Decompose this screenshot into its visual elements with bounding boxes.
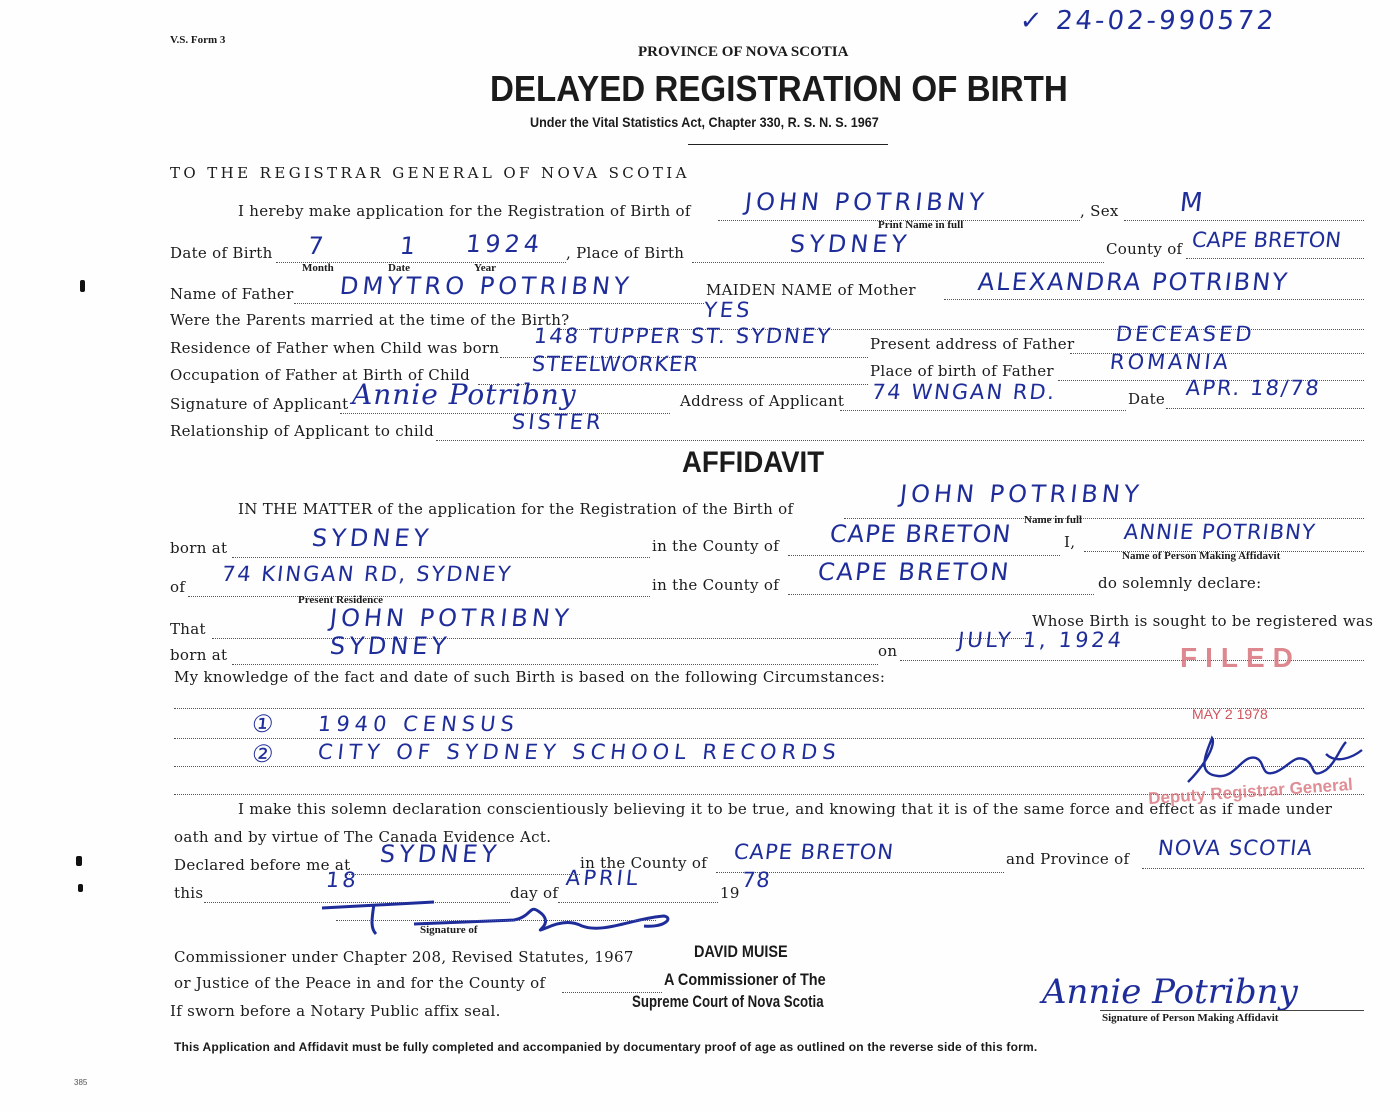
sex-label: , Sex: [1080, 202, 1119, 220]
province-heading: PROVINCE OF NOVA SCOTIA: [638, 44, 849, 60]
registrar-signature: [1176, 724, 1372, 794]
dob-day-field: 1: [398, 232, 421, 260]
county-label-1: in the County of: [652, 537, 780, 555]
binder-mark: [80, 280, 85, 292]
residence-field: 74 KINGAN RD, SYDNEY: [220, 562, 514, 586]
declared-at-field: SYDNEY: [378, 840, 502, 868]
affidavit-child-name: JOHN POTRIBNY: [898, 480, 1144, 508]
father-birthplace-field: ROMANIA: [1108, 350, 1233, 374]
present-address-label: Present address of Father: [870, 335, 1075, 353]
dob-month-field: 7: [306, 232, 329, 260]
born-at-label: born at: [170, 539, 228, 557]
footer-note: This Application and Affidavit must be fully completed and accompanied by documentary proof of age as outlined on the reverse side of this form.: [174, 1040, 1038, 1054]
child-name-field: JOHN POTRIBNY: [743, 188, 989, 216]
place-field: SYDNEY: [788, 230, 912, 258]
binder-mark: [76, 856, 82, 866]
day-of-label: day of: [510, 884, 559, 902]
declare-label: do solemnly declare:: [1098, 574, 1262, 592]
declared-county-field: CAPE BRETON: [732, 840, 896, 864]
applicant-signature-label: Signature of Applicant: [170, 395, 349, 413]
application-date-field: APR. 18/78: [1184, 376, 1323, 400]
applicant-address-label: Address of Applicant: [680, 392, 845, 410]
notary-line: If sworn before a Notary Public affix seal.: [170, 1002, 501, 1020]
occupation-field: STEELWORKER: [530, 352, 701, 376]
filed-stamp-date: MAY 2 1978: [1192, 706, 1268, 722]
this-label: this: [174, 884, 204, 902]
justice-line: or Justice of the Peace in and for the County of: [174, 974, 546, 992]
commissioner-line: Commissioner under Chapter 208, Revised Statutes, 1967: [174, 948, 634, 966]
declaration-line-2: oath and by virtue of The Canada Evidence Act.: [174, 828, 552, 846]
declarant-hint: Name of Person Making Affidavit: [1122, 550, 1281, 562]
date-hint: Date: [388, 262, 410, 274]
declared-label: Declared before me at: [174, 856, 351, 874]
day-field: 18: [324, 868, 360, 892]
father-birthplace-label: Place of birth of Father: [870, 362, 1054, 380]
declarant-field: ANNIE POTRIBNY: [1122, 520, 1317, 544]
form-number: V.S. Form 3: [170, 34, 226, 46]
mother-field: ALEXANDRA POTRIBNY: [976, 268, 1291, 296]
applicant-address-field: 74 WNGAN RD.: [870, 380, 1058, 404]
married-label: Were the Parents married at the time of the Birth?: [170, 311, 570, 329]
name-in-full-hint: Name in full: [1024, 514, 1083, 526]
year-suffix-field: 78: [740, 868, 772, 892]
matter-label: IN THE MATTER of the application for the Registration of the Birth of: [238, 500, 794, 518]
residence-label: Residence of Father when Child was born: [170, 339, 500, 357]
whose-birth-label: Whose Birth is sought to be registered was: [1032, 612, 1374, 630]
relationship-label: Relationship of Applicant to child: [170, 422, 435, 440]
commissioner-signature: [314, 894, 684, 944]
declared-province-field: NOVA SCOTIA: [1156, 836, 1315, 860]
county-label: County of: [1106, 240, 1183, 258]
occupation-label: Occupation of Father at Birth of Child: [170, 366, 471, 384]
that-name-field: JOHN POTRIBNY: [328, 604, 574, 632]
circumstance-1: 1940 CENSUS: [316, 712, 521, 736]
commissioner-title-stamp-2: Supreme Court of Nova Scotia: [632, 992, 824, 1011]
knowledge-label: My knowledge of the fact and date of such Birth is based on the following Circumstances:: [174, 668, 886, 686]
addressee-line: TO THE REGISTRAR GENERAL OF NOVA SCOTIA: [170, 164, 690, 182]
that-label: That: [170, 620, 206, 638]
intro-label: I hereby make application for the Registration of Birth of: [238, 202, 691, 220]
i-label: I,: [1064, 533, 1076, 551]
born-at-field: SYDNEY: [310, 524, 434, 552]
declarant-signature: Annie Potribny: [1042, 972, 1298, 1012]
on-label: on: [878, 642, 898, 660]
print-name-hint: Print Name in full: [878, 219, 964, 231]
binder-mark: [78, 884, 83, 892]
signature-of-label: Signature of: [420, 924, 478, 936]
affidavit-county2-field: CAPE BRETON: [816, 558, 1012, 586]
circumstance-2: CITY OF SYDNEY SCHOOL RECORDS: [316, 740, 842, 764]
form-subtitle: Under the Vital Statistics Act, Chapter 330, R. S. N. S. 1967: [530, 114, 879, 130]
county-field: CAPE BRETON: [1190, 228, 1343, 252]
commissioner-name-stamp: DAVID MUISE: [694, 942, 788, 961]
father-label: Name of Father: [170, 285, 294, 303]
sex-field: M: [1178, 188, 1209, 218]
present-address-field: DECEASED: [1114, 322, 1256, 346]
month-field: APRIL: [564, 866, 642, 890]
father-field: DMYTRO POTRIBNY: [338, 272, 635, 300]
married-field: YES: [702, 298, 754, 322]
page-code: 385: [74, 1078, 88, 1087]
form-title: DELAYED REGISTRATION OF BIRTH: [490, 68, 1068, 109]
residence-field: 148 TUPPER ST. SYDNEY: [532, 324, 834, 348]
county-label-3: in the County of: [580, 854, 708, 872]
province-label: and Province of: [1006, 850, 1130, 868]
born-at-label-2: born at: [170, 646, 228, 664]
circumstance-2-number: ②: [250, 740, 279, 768]
registrar-stamp-title: Deputy Registrar General: [1147, 774, 1354, 809]
of-label: of: [170, 578, 186, 596]
dob-year-field: 1924: [464, 230, 545, 258]
applicant-signature: Annie Potribny: [352, 378, 577, 411]
year-hint: Year: [474, 262, 496, 274]
born-at-field-2: SYDNEY: [328, 632, 452, 660]
circumstance-1-number: ①: [250, 710, 279, 738]
title-rule: [688, 144, 888, 145]
county-label-2: in the County of: [652, 576, 780, 594]
affidavit-county-field: CAPE BRETON: [828, 520, 1013, 548]
affidavit-heading: AFFIDAVIT: [682, 446, 825, 479]
date-label: Date: [1128, 390, 1166, 408]
filed-stamp: FILED: [1180, 642, 1301, 673]
relationship-field: SISTER: [510, 410, 605, 434]
born-on-field: JULY 1, 1924: [956, 628, 1126, 652]
place-label: , Place of Birth: [566, 244, 685, 262]
file-number: ✓ 24-02-990572: [1018, 6, 1278, 36]
declaration-line-1: I make this solemn declaration conscientiously believing it to be true, and knowing that it is of the same force and effect as if made under: [238, 800, 1333, 818]
year-prefix: 19: [720, 884, 740, 902]
month-hint: Month: [302, 262, 334, 274]
mother-label: MAIDEN NAME of Mother: [706, 281, 916, 299]
commissioner-title-stamp-1: A Commissioner of The: [664, 970, 826, 989]
declarant-signature-label: Signature of Person Making Affidavit: [1102, 1012, 1279, 1024]
present-residence-hint: Present Residence: [298, 594, 384, 606]
dob-label: Date of Birth: [170, 244, 273, 262]
